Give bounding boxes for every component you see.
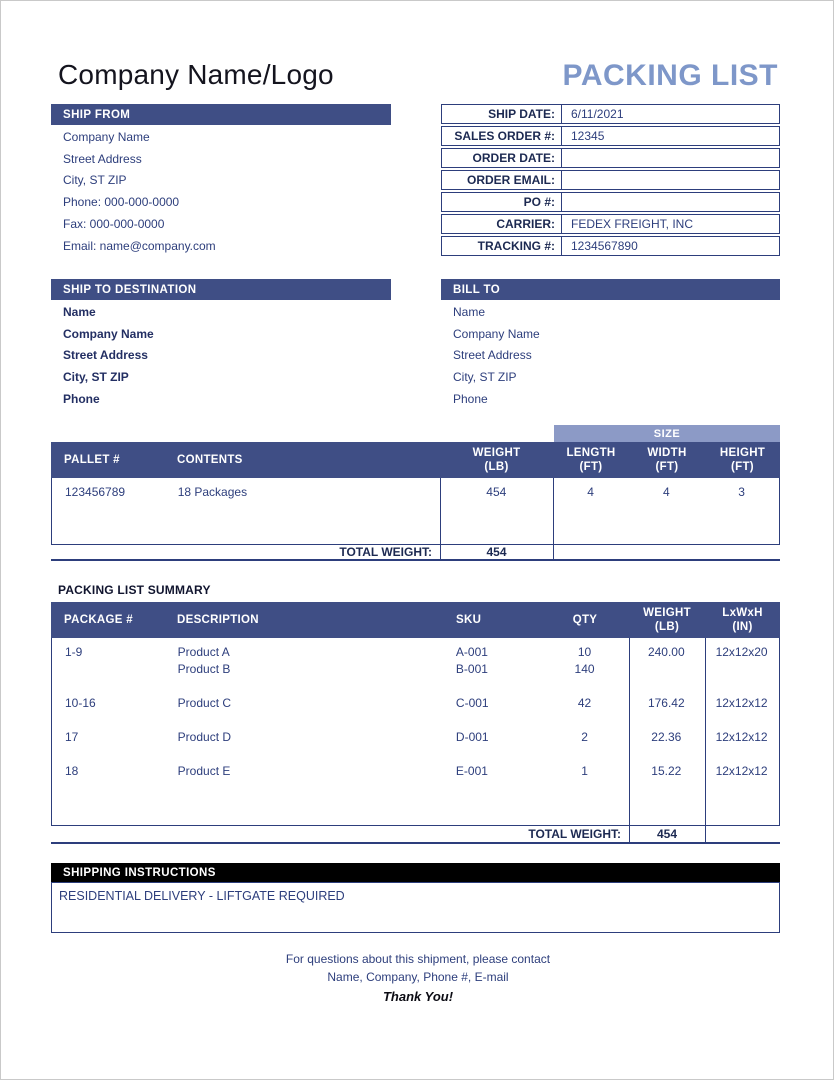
ship-to-street: Street Address <box>63 348 148 363</box>
shipping-instructions-header-bar <box>51 863 780 882</box>
dims-header-line1: LxWxH <box>722 607 763 619</box>
qty-cell: 1 <box>581 763 588 778</box>
summary-table <box>51 602 780 844</box>
order-info-row-order-email <box>441 170 780 190</box>
ship-date-value: 6/11/2021 <box>571 107 624 121</box>
ship-from-fax: Fax: 000-000-0000 <box>63 217 165 232</box>
bill-to-header-bar <box>441 279 780 300</box>
summary-title: PACKING LIST SUMMARY <box>58 583 211 597</box>
summary-row <box>52 694 779 728</box>
pallet-weight-cell: 454 <box>486 485 507 499</box>
shipping-instructions-text: RESIDENTIAL DELIVERY - LIFTGATE REQUIRED <box>59 889 345 903</box>
summary-row <box>52 728 779 762</box>
length-cell: 4 <box>587 485 594 499</box>
pallet-total-label: TOTAL WEIGHT: <box>339 545 432 559</box>
ship-date-label: SHIP DATE: <box>442 105 562 123</box>
order-info-table <box>441 104 780 258</box>
bill-to-street: Street Address <box>453 348 532 363</box>
ship-to-name: Name <box>63 304 96 319</box>
ship-to-city: City, ST ZIP <box>63 370 129 385</box>
pallet-table <box>51 425 780 561</box>
summary-total-label: TOTAL WEIGHT: <box>528 827 621 841</box>
weight-cell: 15.22 <box>651 763 682 778</box>
pallet-total-value: 454 <box>486 545 507 559</box>
shipping-instructions-header-label: SHIPPING INSTRUCTIONS <box>63 866 216 879</box>
ship-from-city: City, ST ZIP <box>63 173 127 188</box>
order-info-row-carrier <box>441 214 780 234</box>
ship-to-lines <box>63 301 154 410</box>
page-title: PACKING LIST <box>562 59 778 92</box>
summary-col-divider-dims <box>705 638 706 844</box>
bill-to-company: Company Name <box>453 326 540 341</box>
po-number-label: PO #: <box>442 193 562 211</box>
dims-cell: 12x12x12 <box>715 763 768 778</box>
ship-from-lines <box>63 126 216 257</box>
description-cell: Product B <box>177 661 231 676</box>
dims-cell: 12x12x12 <box>715 729 768 744</box>
footer-contact-details: Name, Company, Phone #, E-mail <box>327 970 509 984</box>
summary-table-header-row <box>51 602 780 638</box>
pallet-weight-header <box>440 442 553 478</box>
size-group-header <box>554 425 780 442</box>
sku-cell: C-001 <box>455 695 489 710</box>
footer-contact-line: For questions about this shipment, please contact <box>285 952 551 966</box>
sku-cell: D-001 <box>455 729 489 744</box>
ship-from-header-label: SHIP FROM <box>63 108 131 121</box>
bill-to-header-label: BILL TO <box>453 283 501 296</box>
dims-cell: 12x12x12 <box>715 695 768 710</box>
weight-cell: 240.00 <box>647 644 685 659</box>
qty-cell: 2 <box>581 729 588 744</box>
ship-from-header-bar <box>51 104 391 125</box>
size-group-label: SIZE <box>653 427 681 440</box>
sales-order-label: SALES ORDER #: <box>442 127 562 145</box>
qty-cell: 42 <box>577 695 592 710</box>
contents-cell: 18 Packages <box>177 485 248 499</box>
description-cell: Product A <box>177 644 230 659</box>
order-date-value <box>562 149 779 167</box>
order-info-row-sales-order <box>441 126 780 146</box>
height-header <box>705 442 780 478</box>
pallet-number-cell: 123456789 <box>65 485 126 499</box>
carrier-value: FEDEX FREIGHT, INC <box>571 217 694 231</box>
footer-thank-you: Thank You! <box>382 989 454 1004</box>
ship-from-phone: Phone: 000-000-0000 <box>63 195 180 210</box>
weight-cell: 176.42 <box>647 695 685 710</box>
summary-weight-header-line1: WEIGHT <box>643 607 691 619</box>
weight-cell: 22.36 <box>651 729 682 744</box>
tracking-value: 1234567890 <box>571 239 638 253</box>
height-header-line2: (FT) <box>731 461 754 473</box>
length-header-line1: LENGTH <box>566 447 616 459</box>
ship-from-email: Email: name@company.com <box>63 238 216 253</box>
order-info-row-order-date <box>441 148 780 168</box>
package-number-header: PACKAGE # <box>64 614 133 626</box>
footer <box>1 952 834 1007</box>
company-logo-text: Company Name/Logo <box>58 59 334 90</box>
sku-cell: E-001 <box>455 763 488 778</box>
ship-from-street: Street Address <box>63 151 142 166</box>
dims-header-line2: (IN) <box>732 621 753 633</box>
width-cell: 4 <box>662 485 670 499</box>
description-header: DESCRIPTION <box>177 614 259 626</box>
bill-to-phone: Phone <box>453 392 488 407</box>
pallet-table-header-row <box>51 442 780 478</box>
qty-cell: 10 <box>577 644 592 659</box>
description-cell: Product E <box>177 763 231 778</box>
length-header <box>553 442 629 478</box>
po-number-value <box>562 193 779 211</box>
width-header-line2: (FT) <box>655 461 679 473</box>
summary-weight-header-line2: (LB) <box>654 621 680 633</box>
sales-order-value: 12345 <box>571 129 605 143</box>
ship-to-header-label: SHIP TO DESTINATION <box>63 283 197 296</box>
sku-header: SKU <box>456 614 482 626</box>
bill-to-lines <box>453 301 540 410</box>
summary-weight-header <box>629 602 705 638</box>
bill-to-name: Name <box>453 304 486 319</box>
pallet-total-row <box>51 544 780 561</box>
ship-from-company: Company Name <box>63 129 150 144</box>
qty-cell: 140 <box>574 661 595 676</box>
order-info-row-ship-date <box>441 104 780 124</box>
tracking-label: TRACKING #: <box>442 237 562 255</box>
pallet-col-divider-weight <box>440 478 441 561</box>
description-cell: Product C <box>177 695 232 710</box>
summary-col-divider-weight <box>629 638 630 844</box>
pallet-weight-header-line2: (LB) <box>484 461 509 473</box>
contents-header: CONTENTS <box>177 454 243 466</box>
sku-cell: B-001 <box>455 661 488 676</box>
qty-header: QTY <box>572 614 598 626</box>
order-email-label: ORDER EMAIL: <box>442 171 562 189</box>
ship-to-header-bar <box>51 279 391 300</box>
order-info-row-tracking <box>441 236 780 256</box>
sku-cell: A-001 <box>455 644 488 659</box>
shipping-instructions-box <box>51 882 780 933</box>
bill-to-city: City, ST ZIP <box>453 370 517 385</box>
dims-cell: 12x12x20 <box>715 644 768 659</box>
pallet-table-row <box>51 478 780 544</box>
pallet-weight-header-line1: WEIGHT <box>472 447 521 459</box>
package-cell: 1-9 <box>65 644 83 659</box>
width-header <box>629 442 705 478</box>
height-cell: 3 <box>738 485 745 499</box>
ship-to-company: Company Name <box>63 326 154 341</box>
height-header-line1: HEIGHT <box>719 447 766 459</box>
carrier-label: CARRIER: <box>442 215 562 233</box>
summary-total-value: 454 <box>656 827 678 841</box>
pallet-number-header: PALLET # <box>64 454 120 466</box>
width-header-line1: WIDTH <box>647 447 687 459</box>
dims-header <box>705 602 780 638</box>
pallet-col-divider-size <box>553 478 554 561</box>
summary-total-row <box>51 825 780 844</box>
length-header-line2: (FT) <box>579 461 603 473</box>
order-date-label: ORDER DATE: <box>442 149 562 167</box>
summary-row <box>52 762 779 796</box>
description-cell: Product D <box>177 729 232 744</box>
order-email-value <box>562 171 779 189</box>
ship-to-phone: Phone <box>63 392 100 407</box>
summary-row <box>52 643 779 694</box>
package-cell: 17 <box>65 729 79 744</box>
summary-table-body <box>51 638 780 825</box>
order-info-row-po <box>441 192 780 212</box>
package-cell: 18 <box>65 763 79 778</box>
package-cell: 10-16 <box>65 695 96 710</box>
